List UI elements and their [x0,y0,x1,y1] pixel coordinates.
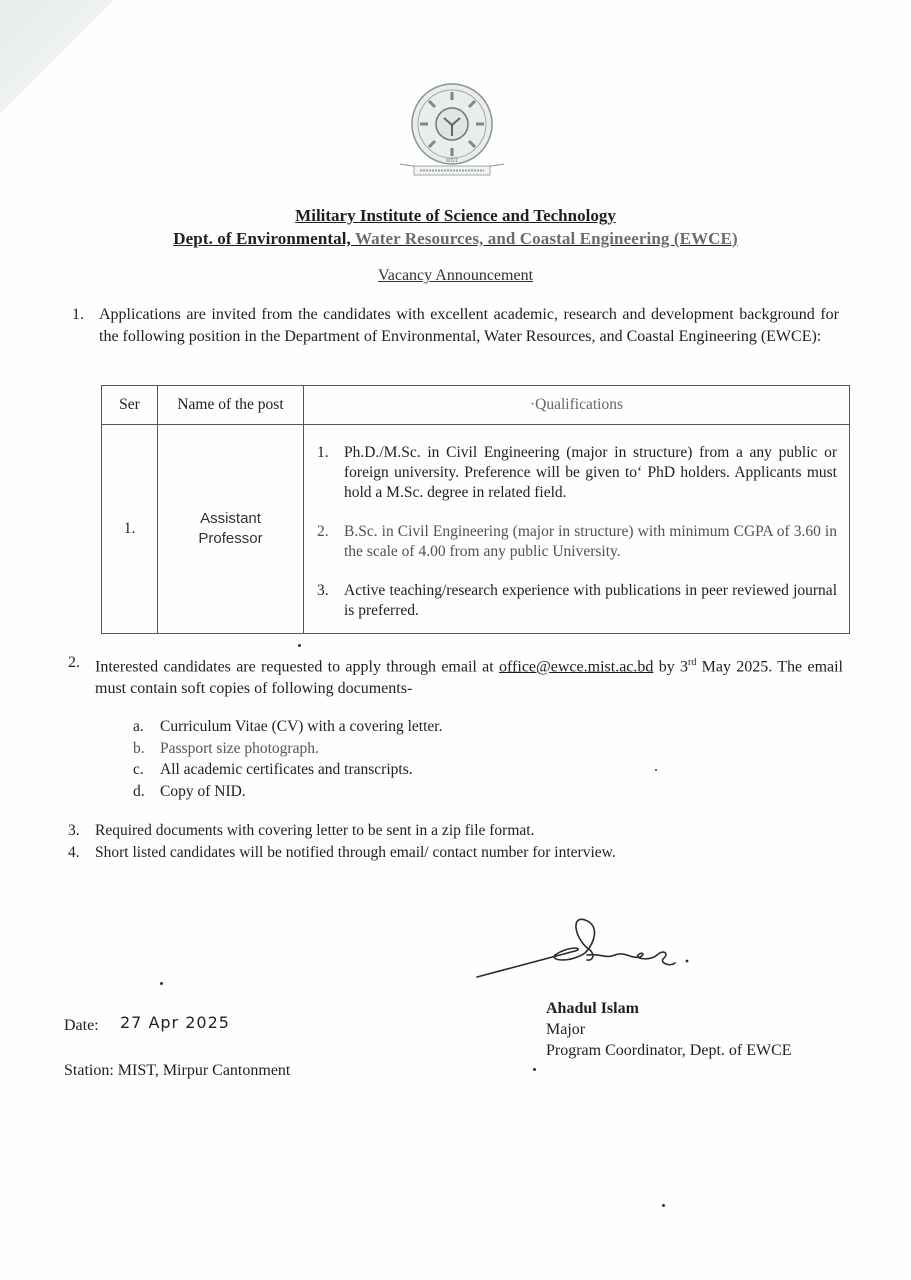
list-item [133,738,442,760]
header-ser: Ser [102,386,158,425]
qualification-number: 1. [317,444,329,461]
signature-icon [475,915,725,985]
speck [160,982,163,985]
table-row [102,425,850,634]
cell-qualifications [304,425,850,634]
institute-name: Military Institute of Science and Technology [295,206,616,225]
cell-ser: 1. [102,425,158,634]
list-letter: b. [133,739,145,757]
qualification-text: Active teaching/research experience with publications in peer reviewed journal is preferred. [344,582,837,619]
list-letter: d. [133,782,145,800]
note-number: 4. [68,843,80,861]
station-text: Station: MIST, Mirpur Cantonment [64,1062,291,1079]
note-item [68,820,768,842]
department-name-faded: Water Resources, and Coastal Engineering (EWCE) [354,229,738,248]
signer-name: Ahadul Islam [546,1000,639,1017]
qualification-text: Ph.D./M.Sc. in Civil Engineering (major in structure) from a any public or foreign university. Preference will be given to‘ PhD holders. Applicants must hold a M.Sc. degree in related field. [344,444,837,501]
note-item [68,842,768,864]
list-item [133,759,442,781]
speck [662,1204,665,1207]
list-item [133,716,442,738]
note-text: Short listed candidates will be notified through email/ contact number for interview. [95,843,616,861]
signer-rank: Major [546,1021,586,1038]
paper-fold-shadow [0,0,120,130]
paragraph-text [95,652,843,699]
qualification-number: 2. [317,523,329,540]
paragraph-number: 2. [68,654,80,671]
list-item [133,781,442,803]
note-text: Required documents with covering letter to be sent in a zip file format. [95,822,535,839]
post-line-2: Professor [198,530,263,547]
qualification-item [316,522,837,562]
vacancy-table [101,385,850,634]
mist-emblem-icon [392,78,512,186]
note-number: 3. [68,822,80,839]
header-qualifications: ·Qualifications [304,386,850,425]
list-text: All academic certificates and transcripts. [160,761,413,778]
list-letter: c. [133,761,144,778]
speck [655,769,657,771]
signature-block [546,998,792,1061]
notes-list [68,820,768,863]
post-line-1: Assistant [200,510,261,527]
table-header-row [102,386,850,425]
list-text: Curriculum Vitae (CV) with a covering letter. [160,718,443,735]
list-text: Copy of NID. [160,782,246,800]
qualification-text: B.Sc. in Civil Engineering (major in structure) with minimum CGPA of 3.60 in the scale of 4.00 from any public University. [344,523,837,560]
list-letter: a. [133,718,144,735]
announcement-title: Vacancy Announcement [377,267,534,284]
text-before-email: Interested candidates are requested to apply through email at [95,658,500,676]
paragraph-text: Applications are invited from the candidates with excellent academic, research and development background for the following position in the Department of Environmental, Water Resources, and Coastal Engineering (EWCE): [99,306,839,345]
qualification-number: 3. [317,582,329,599]
signer-designation: Program Coordinator, Dept. of EWCE [546,1042,792,1059]
department-name [0,229,911,249]
header-post: Name of the post [158,386,304,425]
text-after-deadline: May 2025. The email must contain soft copies of following documents- [95,658,844,697]
list-text: Passport size photograph. [160,739,319,757]
qualification-item [316,581,837,621]
qualification-item [316,443,837,503]
speck [533,1068,536,1071]
svg-text:MIST: MIST [446,159,458,164]
cell-post [158,425,304,634]
speck [298,644,301,647]
date-label: Date: [64,1017,99,1034]
email-link[interactable]: office@ewce.mist.ac.bd [499,658,654,676]
deadline-day: by 3 [653,658,688,676]
required-documents-list [133,716,442,802]
department-name-dark: Dept. of Environmental, [173,229,355,248]
paragraph-number: 1. [72,306,84,323]
ordinal-suffix: rd [688,657,697,668]
date-value: 27 Apr 2025 [120,1013,230,1032]
